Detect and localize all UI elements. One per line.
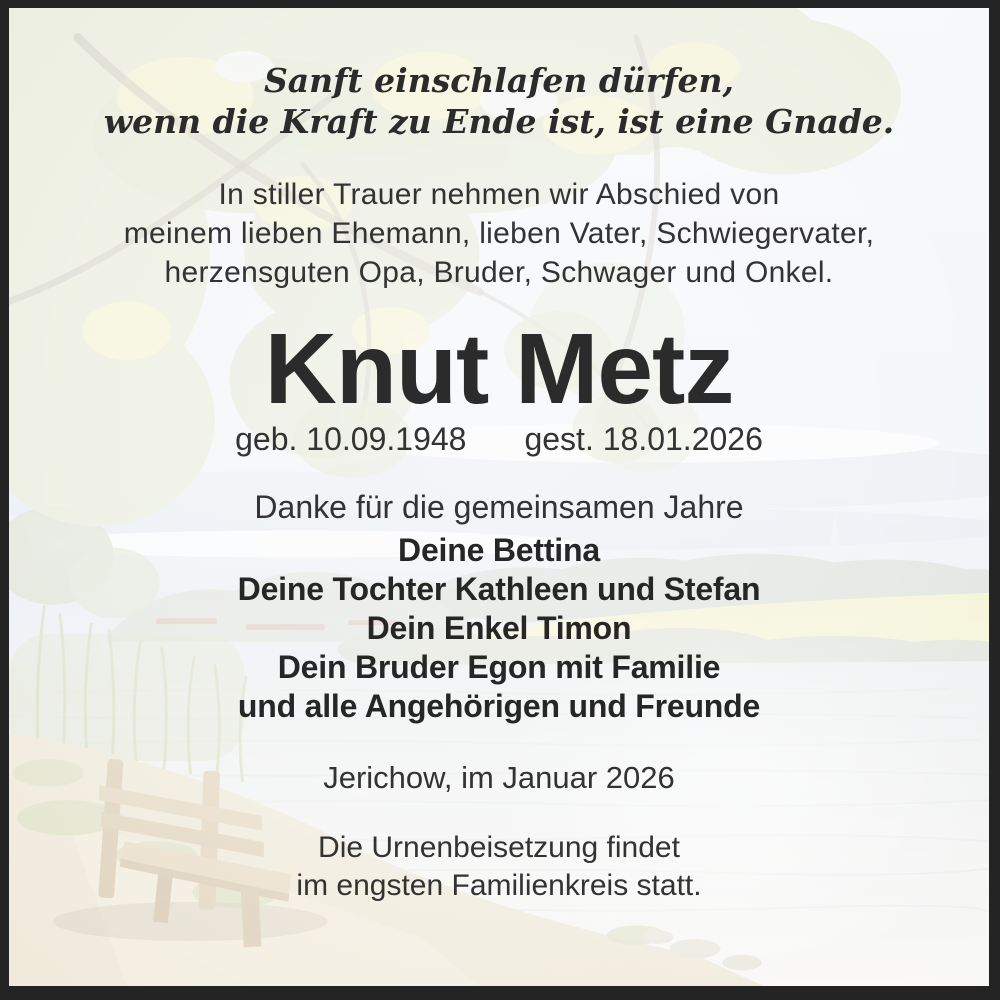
intro-line-1: In stiller Trauer nehmen wir Abschied von bbox=[218, 178, 780, 211]
mourner-line-3: Dein Enkel Timon bbox=[366, 610, 632, 646]
funeral-note-line-1: Die Urnenbeisetzung findet bbox=[318, 831, 680, 864]
quote-line-2: wenn die Kraft zu Ende ist, ist eine Gnade. bbox=[103, 102, 895, 141]
life-dates bbox=[9, 419, 989, 459]
mourner-line-5: und alle Angehörigen und Freunde bbox=[237, 688, 761, 724]
mourner-line-1: Deine Bettina bbox=[398, 532, 600, 568]
birth-date: geb. 10.09.1948 bbox=[235, 421, 467, 457]
memorial-quote bbox=[9, 60, 989, 142]
intro-line-3: herzensguten Opa, Bruder, Schwager und Onkel. bbox=[164, 256, 834, 289]
place-date-line: Jerichow, im Januar 2026 bbox=[323, 760, 675, 795]
funeral-note-line-2: im engsten Familienkreis statt. bbox=[296, 869, 702, 902]
thanks-line: Danke für die gemeinsamen Jahre bbox=[254, 489, 744, 525]
intro-line-2: meinem lieben Ehemann, lieben Vater, Schwiegervater, bbox=[123, 217, 875, 250]
memorial-card bbox=[9, 8, 989, 986]
mourner-line-4: Dein Bruder Egon mit Familie bbox=[277, 649, 721, 685]
quote-line-1: Sanft einschlafen dürfen, bbox=[263, 61, 735, 100]
funeral-note bbox=[9, 829, 989, 905]
deceased-name: Knut Metz bbox=[264, 313, 734, 425]
mourners-list bbox=[9, 531, 989, 726]
death-date: gest. 18.01.2026 bbox=[524, 421, 763, 457]
obituary-content bbox=[9, 8, 989, 986]
mourner-line-2: Deine Tochter Kathleen und Stefan bbox=[237, 571, 761, 607]
intro-paragraph bbox=[9, 175, 989, 292]
